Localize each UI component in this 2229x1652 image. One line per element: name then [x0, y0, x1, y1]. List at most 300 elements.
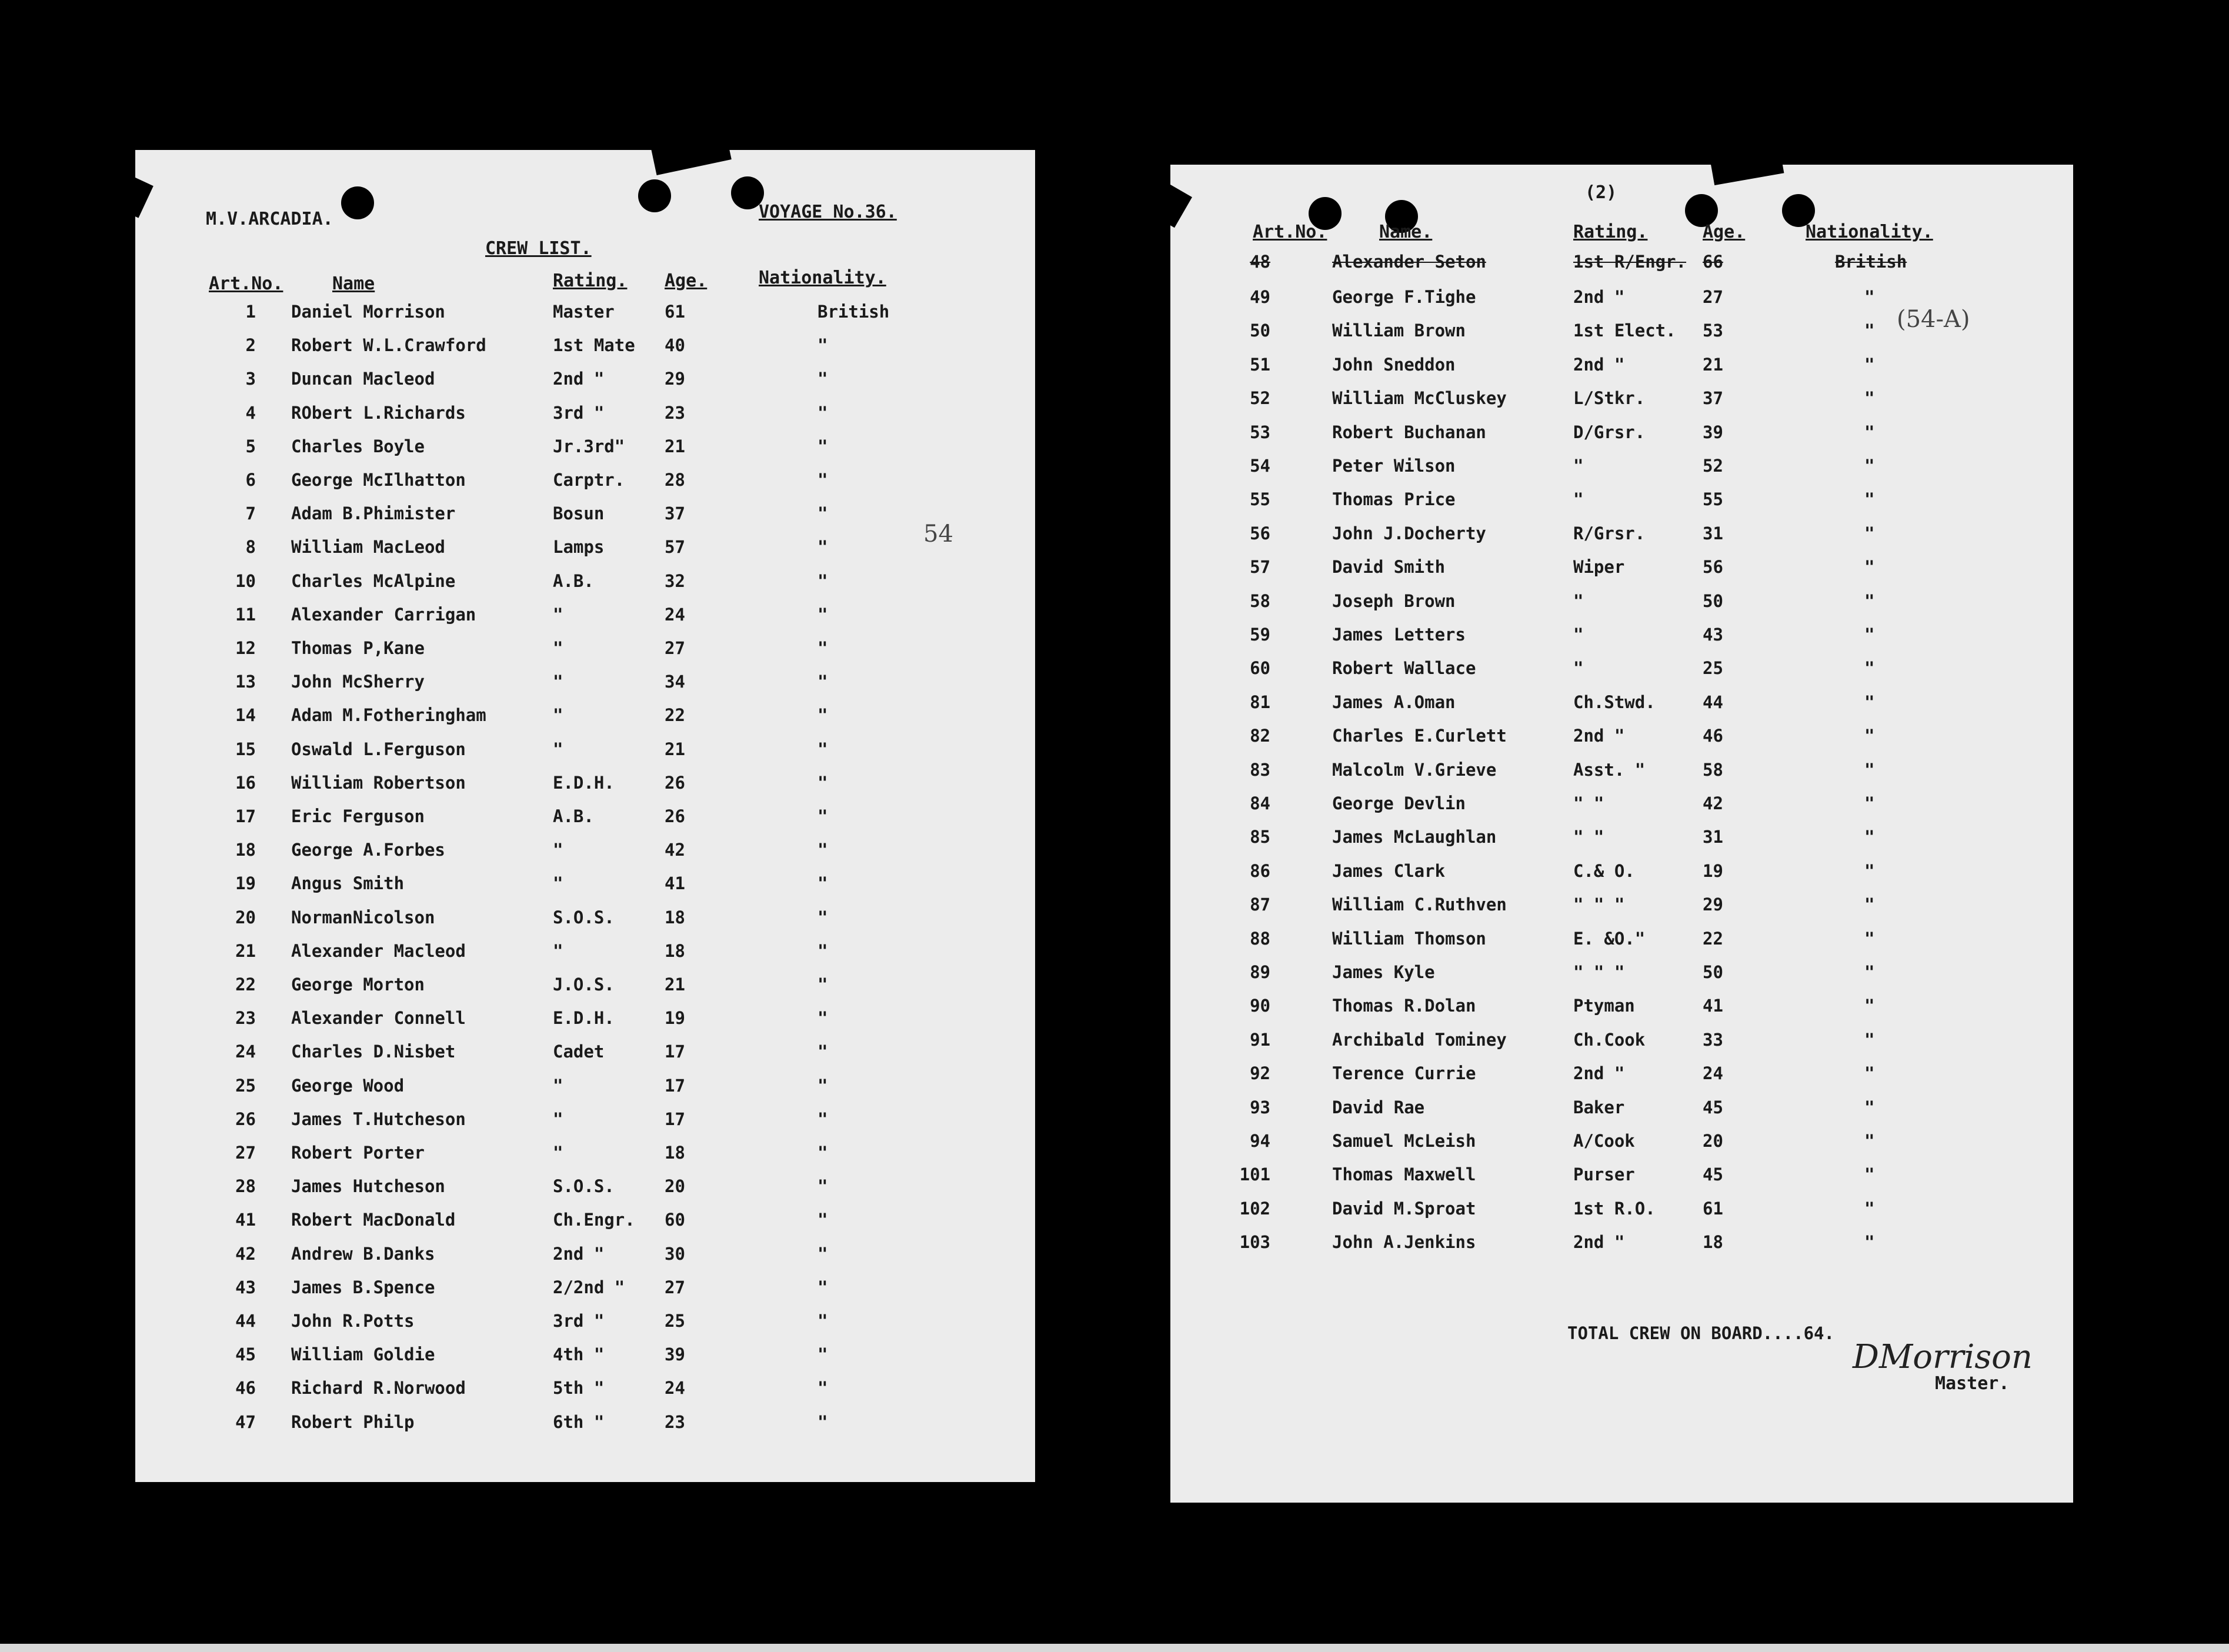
- nationality: British: [1835, 252, 1907, 272]
- crew-name: Adam B.Phimister: [291, 503, 456, 524]
- nationality: ": [817, 1143, 828, 1163]
- nationality: ": [1864, 1063, 1875, 1084]
- age: 30: [665, 1243, 685, 1264]
- crew-name: John R.Potts: [291, 1311, 415, 1331]
- rating: Lamps: [553, 537, 605, 558]
- crew-name: Alexander Carrigan: [291, 604, 476, 625]
- nationality: ": [1864, 625, 1875, 645]
- nationality: ": [817, 436, 828, 456]
- art-no: 92: [1250, 1063, 1270, 1084]
- table-row: [1170, 1199, 2073, 1232]
- age: 50: [1703, 590, 1723, 611]
- age: 37: [1703, 388, 1723, 409]
- age: 46: [1703, 726, 1723, 746]
- art-no: 54: [1250, 456, 1270, 476]
- rating: ": [553, 840, 563, 860]
- rating: C.& O.: [1573, 860, 1635, 881]
- rating: " " ": [1573, 895, 1625, 915]
- nationality: ": [1864, 590, 1875, 611]
- table-row: [135, 436, 1035, 470]
- age: 18: [665, 940, 685, 961]
- age: 27: [1703, 287, 1723, 307]
- art-no: 3: [245, 369, 256, 389]
- nationality: ": [1864, 759, 1875, 780]
- age: 31: [1703, 523, 1723, 543]
- age: 44: [1703, 692, 1723, 712]
- age: 26: [665, 806, 685, 826]
- rating: ": [553, 873, 563, 894]
- art-no: 19: [235, 873, 256, 894]
- rating: Ch.Cook: [1573, 1029, 1646, 1050]
- age: 52: [1703, 456, 1723, 476]
- nationality: ": [1864, 1131, 1875, 1151]
- rating: " ": [1573, 827, 1604, 847]
- art-no: 94: [1250, 1131, 1270, 1151]
- crew-name: Thomas P,Kane: [291, 638, 425, 658]
- nationality: ": [1864, 456, 1875, 476]
- header-age: Age.: [1703, 222, 1746, 242]
- crew-name: John McSherry: [291, 672, 425, 692]
- table-row: [135, 1008, 1035, 1042]
- art-no: 91: [1250, 1029, 1270, 1050]
- rating: E.D.H.: [553, 772, 615, 793]
- nationality: ": [1864, 658, 1875, 679]
- crew-name: Thomas R.Dolan: [1332, 996, 1476, 1016]
- punch-hole: [341, 186, 374, 219]
- voyage-number: VOYAGE No.36.: [759, 202, 897, 222]
- crew-name: Duncan Macleod: [291, 369, 435, 389]
- crew-name: James Clark: [1332, 860, 1446, 881]
- rating: Jr.3rd": [553, 436, 625, 456]
- nationality: ": [1864, 928, 1875, 949]
- crew-name: Thomas Maxwell: [1332, 1164, 1476, 1185]
- rating: 2nd ": [553, 1243, 605, 1264]
- ship-name: M.V.ARCADIA.: [206, 209, 333, 229]
- table-row: [135, 1378, 1035, 1411]
- art-no: 1: [245, 302, 256, 322]
- age: 26: [665, 772, 685, 793]
- rating: ": [553, 604, 563, 625]
- crew-name: Robert Philp: [291, 1411, 415, 1432]
- art-no: 82: [1250, 726, 1270, 746]
- rating: ": [553, 705, 563, 726]
- rating: Asst. ": [1573, 759, 1646, 780]
- table-row: [1170, 1131, 2073, 1164]
- nationality: ": [817, 1311, 828, 1331]
- crew-name: Robert MacDonald: [291, 1210, 456, 1230]
- age: 45: [1703, 1097, 1723, 1117]
- nationality: ": [1864, 388, 1875, 409]
- table-row: [1170, 625, 2073, 658]
- art-no: 17: [235, 806, 256, 826]
- age: 24: [1703, 1063, 1723, 1084]
- header-name: Name.: [1379, 222, 1433, 242]
- art-no: 21: [235, 940, 256, 961]
- nationality: ": [817, 470, 828, 490]
- crew-name: Oswald L.Ferguson: [291, 739, 466, 759]
- art-no: 41: [235, 1210, 256, 1230]
- crew-name: Alexander Seton: [1332, 252, 1486, 272]
- age: 19: [665, 1008, 685, 1029]
- table-row: [135, 503, 1035, 537]
- age: 43: [1703, 625, 1723, 645]
- age: 61: [1703, 1198, 1723, 1219]
- age: 57: [665, 537, 685, 558]
- nationality: ": [817, 1411, 828, 1432]
- nationality: ": [1864, 860, 1875, 881]
- age: 50: [1703, 962, 1723, 982]
- age: 41: [1703, 996, 1723, 1016]
- age: 18: [665, 907, 685, 927]
- rating: ": [1573, 658, 1584, 679]
- age: 23: [665, 1411, 685, 1432]
- age: 31: [1703, 827, 1723, 847]
- table-row: [135, 1210, 1035, 1243]
- table-row: [135, 638, 1035, 672]
- table-row: [1170, 456, 2073, 489]
- rating: D/Grsr.: [1573, 422, 1646, 442]
- rating: Master: [553, 302, 615, 322]
- header-name: Name: [332, 273, 375, 294]
- crew-name: William Brown: [1332, 321, 1466, 341]
- age: 60: [665, 1210, 685, 1230]
- nationality: ": [1864, 1029, 1875, 1050]
- age: 22: [665, 705, 685, 726]
- crew-name: George F.Tighe: [1332, 287, 1476, 307]
- rating: 4th ": [553, 1344, 605, 1365]
- table-row: [135, 1311, 1035, 1344]
- nationality: ": [817, 1277, 828, 1297]
- art-no: 87: [1250, 895, 1270, 915]
- nationality: ": [817, 503, 828, 524]
- table-row: [135, 806, 1035, 840]
- table-row: [135, 1109, 1035, 1143]
- table-row: [1170, 1164, 2073, 1198]
- header-age: Age.: [665, 271, 708, 291]
- crew-name: Eric Ferguson: [291, 806, 425, 826]
- crew-name: James Letters: [1332, 625, 1466, 645]
- age: 22: [1703, 928, 1723, 949]
- art-no: 12: [235, 638, 256, 658]
- rating: Bosun: [553, 503, 605, 524]
- crew-name: William MacLeod: [291, 537, 445, 558]
- nationality: ": [1864, 1164, 1875, 1185]
- table-row: [135, 1042, 1035, 1075]
- rating: 3rd ": [553, 1311, 605, 1331]
- art-no: 52: [1250, 388, 1270, 409]
- nationality: ": [1864, 354, 1875, 375]
- rating: ": [553, 940, 563, 961]
- age: 21: [665, 974, 685, 994]
- nationality: ": [817, 806, 828, 826]
- crew-name: James Hutcheson: [291, 1176, 445, 1197]
- crew-name: Peter Wilson: [1332, 456, 1456, 476]
- nationality: ": [817, 1042, 828, 1062]
- art-no: 42: [235, 1243, 256, 1264]
- age: 56: [1703, 557, 1723, 578]
- age: 39: [665, 1344, 685, 1365]
- rating: J.O.S.: [553, 974, 615, 994]
- rating: ": [1573, 590, 1584, 611]
- torn-edge: [1152, 184, 1192, 228]
- art-no: 4: [245, 402, 256, 423]
- art-no: 81: [1250, 692, 1270, 712]
- crew-name: John A.Jenkins: [1332, 1232, 1476, 1253]
- table-row: [1170, 1063, 2073, 1097]
- art-no: 59: [1250, 625, 1270, 645]
- crew-name: David M.Sproat: [1332, 1198, 1476, 1219]
- torn-edge: [650, 131, 732, 175]
- nationality: ": [817, 940, 828, 961]
- art-no: 90: [1250, 996, 1270, 1016]
- rating: ": [553, 638, 563, 658]
- art-no: 49: [1250, 287, 1270, 307]
- crew-name: George A.Forbes: [291, 840, 445, 860]
- table-row: [1170, 422, 2073, 456]
- age: 21: [1703, 354, 1723, 375]
- art-no: 2: [245, 335, 256, 356]
- age: 27: [665, 1277, 685, 1297]
- table-row: [135, 941, 1035, 974]
- crew-name: Terence Currie: [1332, 1063, 1476, 1084]
- rating: 2nd ": [1573, 354, 1625, 375]
- crew-name: Samuel McLeish: [1332, 1131, 1476, 1151]
- nationality: ": [1864, 962, 1875, 982]
- table-row: [135, 537, 1035, 570]
- age: 42: [665, 840, 685, 860]
- rating: 1st R/Engr.: [1573, 252, 1687, 272]
- nationality: British: [817, 302, 890, 322]
- age: 24: [665, 1378, 685, 1399]
- crew-name: Richard R.Norwood: [291, 1378, 466, 1399]
- table-row: [135, 840, 1035, 873]
- rating: S.O.S.: [553, 1176, 615, 1197]
- art-no: 16: [235, 772, 256, 793]
- header-rating: Rating.: [1573, 222, 1648, 242]
- nationality: ": [1864, 489, 1875, 510]
- scan-edge: [0, 1644, 2229, 1652]
- age: 28: [665, 470, 685, 490]
- nationality: ": [1864, 827, 1875, 847]
- art-no: 88: [1250, 928, 1270, 949]
- nationality: ": [1864, 557, 1875, 578]
- nationality: ": [817, 1243, 828, 1264]
- age: 34: [665, 672, 685, 692]
- crew-name: James B.Spence: [291, 1277, 435, 1297]
- nationality: ": [817, 537, 828, 558]
- table-row: [135, 672, 1035, 705]
- table-row: [135, 369, 1035, 402]
- nationality: ": [817, 1008, 828, 1029]
- nationality: ": [1864, 422, 1875, 442]
- age: 18: [1703, 1232, 1723, 1253]
- crew-name: David Rae: [1332, 1097, 1425, 1117]
- rating: ": [553, 739, 563, 759]
- header-art-no: Art.No.: [209, 273, 283, 294]
- age: 18: [665, 1143, 685, 1163]
- crew-name: James McLaughlan: [1332, 827, 1497, 847]
- rating: E. &O.": [1573, 928, 1646, 949]
- nationality: ": [817, 604, 828, 625]
- art-no: 56: [1250, 523, 1270, 543]
- total-crew-label: [1567, 1323, 1834, 1343]
- crew-name: Angus Smith: [291, 873, 405, 894]
- age: 42: [1703, 793, 1723, 813]
- art-no: 50: [1250, 321, 1270, 341]
- art-no: 60: [1250, 658, 1270, 679]
- table-row: [1170, 658, 2073, 692]
- crew-name: James A.Oman: [1332, 692, 1456, 712]
- struck-row: [1170, 252, 2073, 285]
- table-row: [1170, 489, 2073, 523]
- rating: ": [1573, 625, 1584, 645]
- art-no: 83: [1250, 759, 1270, 780]
- rating: " ": [1573, 793, 1604, 813]
- table-row: [135, 571, 1035, 605]
- rating: Carptr.: [553, 470, 625, 490]
- rating: Ch.Engr.: [553, 1210, 635, 1230]
- art-no: 5: [245, 436, 256, 456]
- crew-name: Daniel Morrison: [291, 302, 445, 322]
- crew-name: George Devlin: [1332, 793, 1466, 813]
- table-row: [135, 1412, 1035, 1446]
- rating: 2nd ": [553, 369, 605, 389]
- table-row: [1170, 861, 2073, 895]
- table-row: [1170, 1097, 2073, 1131]
- nationality: ": [817, 335, 828, 356]
- rating: ": [553, 1143, 563, 1163]
- art-no: 101: [1239, 1164, 1270, 1185]
- art-no: 18: [235, 840, 256, 860]
- age: 66: [1703, 252, 1723, 272]
- nationality: ": [817, 772, 828, 793]
- rating: " " ": [1573, 962, 1625, 982]
- art-no: 93: [1250, 1097, 1270, 1117]
- nationality: ": [817, 638, 828, 658]
- nationality: ": [817, 1378, 828, 1399]
- table-row: [135, 739, 1035, 773]
- rating: 2nd ": [1573, 726, 1625, 746]
- art-no: 14: [235, 705, 256, 726]
- crew-name: Robert W.L.Crawford: [291, 335, 486, 356]
- nationality: ": [1864, 1232, 1875, 1253]
- table-row: [135, 974, 1035, 1008]
- rating: E.D.H.: [553, 1008, 615, 1029]
- crew-name: William Robertson: [291, 772, 466, 793]
- age: 17: [665, 1042, 685, 1062]
- art-no: 51: [1250, 354, 1270, 375]
- crew-name: William McCluskey: [1332, 388, 1507, 409]
- rating: R/Grsr.: [1573, 523, 1646, 543]
- rating: Ch.Stwd.: [1573, 692, 1656, 712]
- table-row: [1170, 1232, 2073, 1266]
- crew-name: Adam M.Fotheringham: [291, 705, 486, 726]
- signer-title: Master.: [1935, 1373, 2010, 1394]
- table-row: [135, 1143, 1035, 1176]
- rating: A.B.: [553, 570, 594, 591]
- crew-name: NormanNicolson: [291, 907, 435, 927]
- total-label-text: TOTAL CREW ON BOARD....: [1567, 1323, 1804, 1343]
- age: 29: [665, 369, 685, 389]
- age: 27: [665, 638, 685, 658]
- table-row: [135, 907, 1035, 941]
- age: 45: [1703, 1164, 1723, 1185]
- age: 23: [665, 402, 685, 423]
- nationality: ": [817, 570, 828, 591]
- torn-edge: [1710, 144, 1784, 185]
- art-no: 6: [245, 470, 256, 490]
- rating: ": [1573, 456, 1584, 476]
- art-no: 45: [235, 1344, 256, 1365]
- rating: L/Stkr.: [1573, 388, 1646, 409]
- age: 61: [665, 302, 685, 322]
- art-no: 86: [1250, 860, 1270, 881]
- art-no: 58: [1250, 590, 1270, 611]
- rating: Cadet: [553, 1042, 605, 1062]
- art-no: 89: [1250, 962, 1270, 982]
- age: 21: [665, 436, 685, 456]
- nationality: ": [817, 402, 828, 423]
- rating: ": [553, 1075, 563, 1096]
- table-row: [1170, 1030, 2073, 1063]
- nationality: ": [817, 873, 828, 894]
- crew-name: George Wood: [291, 1075, 405, 1096]
- header-nationality: Nationality.: [759, 268, 886, 288]
- table-row: [1170, 929, 2073, 962]
- nationality: ": [1864, 287, 1875, 307]
- age: 55: [1703, 489, 1723, 510]
- table-row: [1170, 726, 2073, 759]
- age: 33: [1703, 1029, 1723, 1050]
- nationality: ": [1864, 523, 1875, 543]
- art-no: 85: [1250, 827, 1270, 847]
- crew-name: Charles E.Curlett: [1332, 726, 1507, 746]
- art-no: 48: [1250, 252, 1270, 272]
- nationality: ": [817, 1344, 828, 1365]
- age: 20: [665, 1176, 685, 1197]
- crew-list-page-2: [1170, 165, 2073, 1503]
- crew-name: Alexander Macleod: [291, 940, 466, 961]
- nationality: ": [1864, 996, 1875, 1016]
- art-no: 27: [235, 1143, 256, 1163]
- page-number: (2): [1585, 182, 1617, 203]
- rating: 1st Mate: [553, 335, 635, 356]
- art-no: 20: [235, 907, 256, 927]
- crew-name: James Kyle: [1332, 962, 1435, 982]
- nationality: ": [817, 705, 828, 726]
- art-no: 24: [235, 1042, 256, 1062]
- rating: Baker: [1573, 1097, 1625, 1117]
- rating: ": [1573, 489, 1584, 510]
- age: 17: [665, 1109, 685, 1129]
- art-no: 55: [1250, 489, 1270, 510]
- art-no: 22: [235, 974, 256, 994]
- crew-name: Alexander Connell: [291, 1008, 466, 1029]
- nationality: ": [817, 1210, 828, 1230]
- crew-name: Charles Boyle: [291, 436, 425, 456]
- crew-name: William C.Ruthven: [1332, 895, 1507, 915]
- table-row: [1170, 827, 2073, 860]
- table-row: [135, 1344, 1035, 1378]
- crew-name: James T.Hutcheson: [291, 1109, 466, 1129]
- master-signature: DMorrison: [1853, 1338, 2033, 1376]
- crew-name: Malcolm V.Grieve: [1332, 759, 1497, 780]
- age: 32: [665, 570, 685, 591]
- nationality: ": [817, 369, 828, 389]
- nationality: ": [1864, 1097, 1875, 1117]
- age: 39: [1703, 422, 1723, 442]
- crew-name: Charles D.Nisbet: [291, 1042, 456, 1062]
